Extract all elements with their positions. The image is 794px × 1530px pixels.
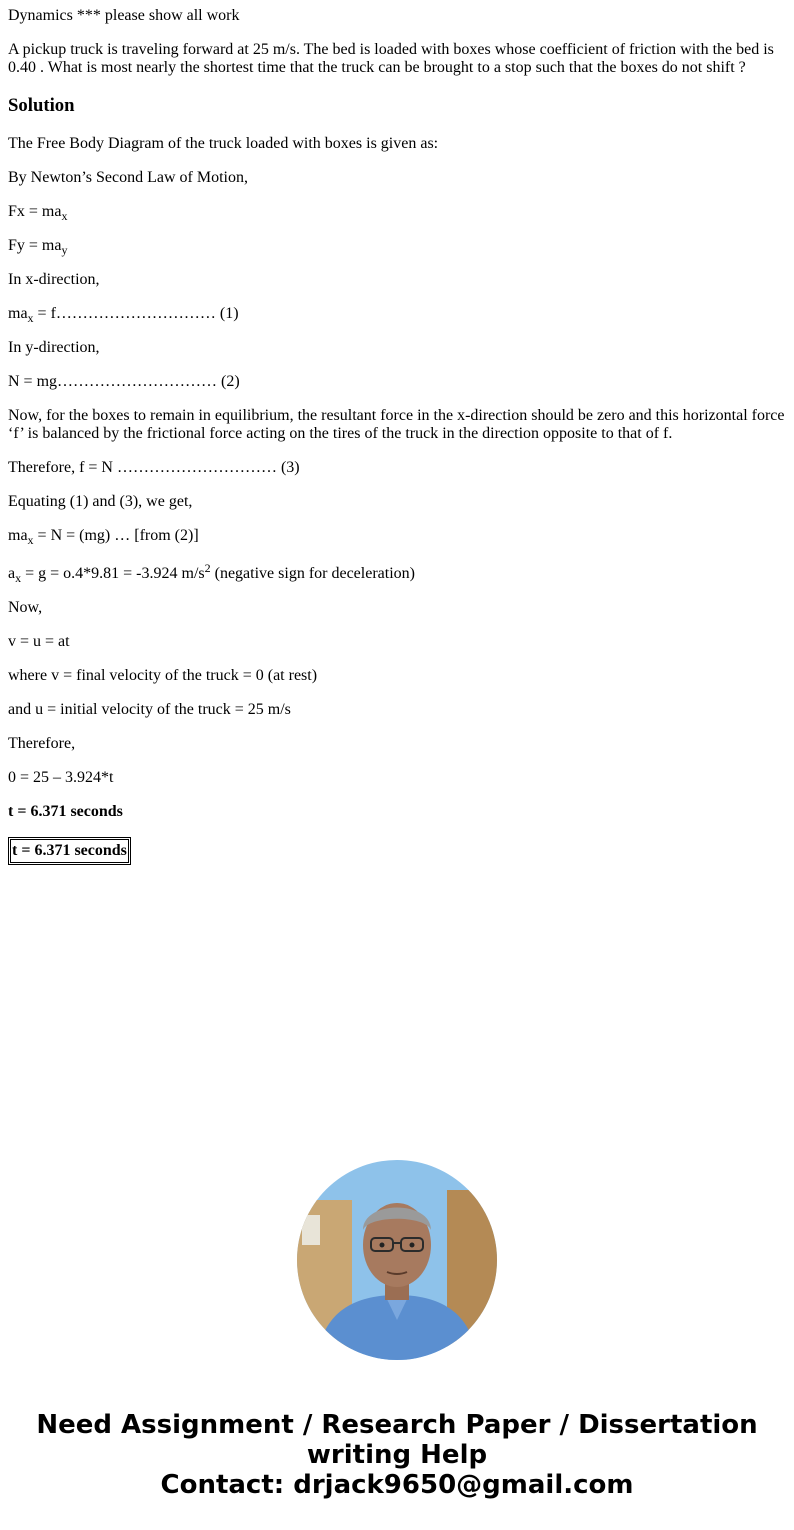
equation-4-pre: ma <box>8 527 28 544</box>
equation-4 <box>8 527 786 545</box>
equation-fx <box>8 203 786 221</box>
equation-fx-main: Fx = ma <box>8 203 62 220</box>
newton-text: By Newton’s Second Law of Motion, <box>8 169 248 186</box>
person-photo-icon <box>297 1160 497 1360</box>
solution-heading: Solution <box>8 95 75 116</box>
equilibrium-text: Now, for the boxes to remain in equilibrium, the resultant force in the x-direction should be zero and this horizontal force ‘f’ is balanced by the frictional force acting on the tires of the truck in the direction opposite to that of f. <box>8 407 785 442</box>
equation-fy <box>8 237 786 255</box>
footer-contact: Contact: drjack9650@gmail.com <box>160 1470 634 1500</box>
now-text: Now, <box>8 599 43 616</box>
question-text: A pickup truck is traveling forward at 25 m/s. The bed is loaded with boxes whose coefficient of friction with the bed is 0.40 . What is most nearly the shortest time that the truck can be brought to a stop such that the boxes do not shift ? <box>8 41 774 76</box>
document-body <box>0 7 794 865</box>
equating-text: Equating (1) and (3), we get, <box>8 493 193 510</box>
equation-3: Therefore, f = N ………………………… (3) <box>8 459 300 476</box>
equation-6: 0 = 25 – 3.924*t <box>8 769 114 786</box>
equation-5 <box>8 561 786 585</box>
kinematic-equation: v = u = at <box>8 633 70 650</box>
boxed-answer-text: t = 6.371 seconds <box>10 839 129 863</box>
y-direction-text: In y-direction, <box>8 339 100 356</box>
therefore-text: Therefore, <box>8 735 76 752</box>
equation-5-mid: = g = o.4*9.81 = -3.924 m/s <box>21 565 205 582</box>
author-avatar <box>297 1160 497 1360</box>
equation-1-post: = f………………………… (1) <box>33 305 239 322</box>
footer-line-2: writing Help <box>306 1440 488 1470</box>
equation-5-pre: a <box>8 565 16 582</box>
subscript: y <box>61 243 68 257</box>
equation-5-post: (negative sign for deceleration) <box>210 565 415 582</box>
equation-fy-main: Fy = ma <box>8 237 62 254</box>
equation-1 <box>8 305 786 323</box>
equation-2: N = mg………………………… (2) <box>8 373 240 390</box>
subscript: x <box>61 209 68 223</box>
boxed-answer <box>8 837 131 865</box>
footer-promo <box>0 1410 794 1500</box>
result-text: t = 6.371 seconds <box>8 803 123 820</box>
x-direction-text: In x-direction, <box>8 271 100 288</box>
question-title: Dynamics *** please show all work <box>8 7 240 24</box>
where-v-text: where v = final velocity of the truck = 0 (at rest) <box>8 667 318 684</box>
fbd-text: The Free Body Diagram of the truck loaded with boxes is given as: <box>8 135 439 152</box>
superscript: 2 <box>204 561 211 575</box>
footer-line-1: Need Assignment / Research Paper / Dissertation <box>36 1410 758 1440</box>
equation-4-post: = N = (mg) … [from (2)] <box>33 527 199 544</box>
subscript: x <box>27 311 34 325</box>
and-u-text: and u = initial velocity of the truck = 25 m/s <box>8 701 291 718</box>
equation-1-pre: ma <box>8 305 28 322</box>
subscript: x <box>27 533 34 547</box>
subscript: x <box>15 571 22 585</box>
